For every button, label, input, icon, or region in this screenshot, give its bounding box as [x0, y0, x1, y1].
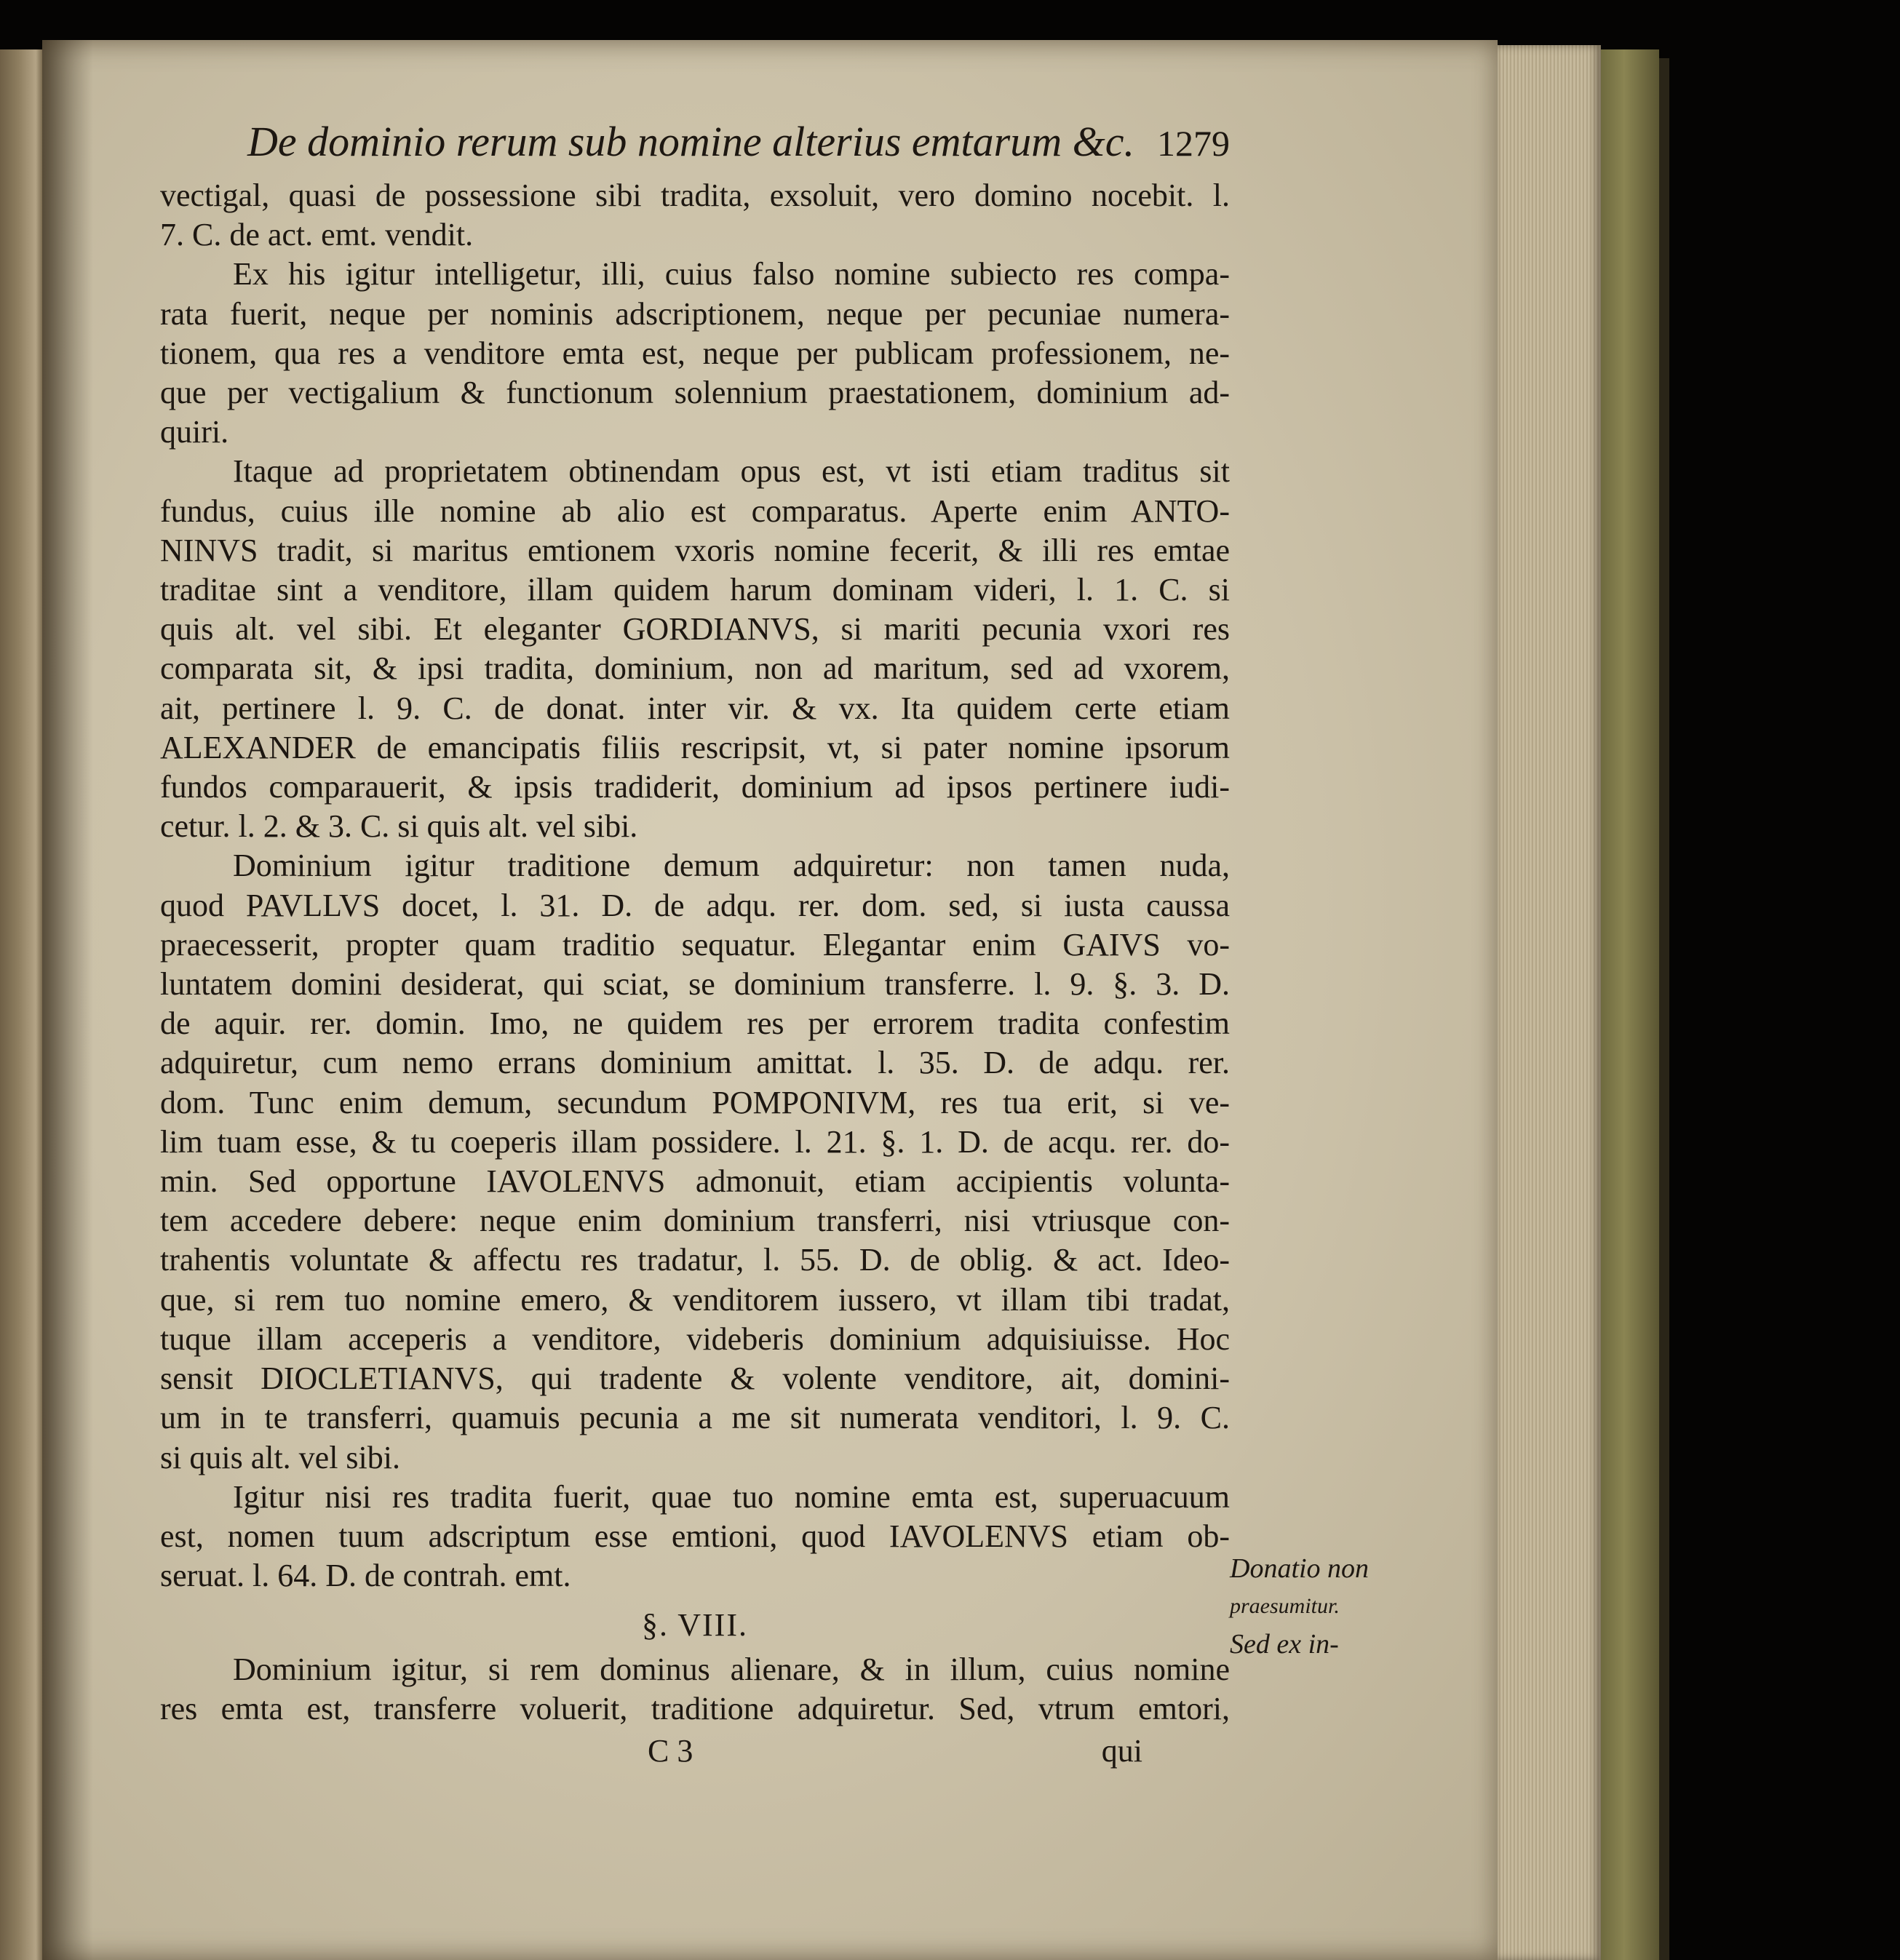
text-line: ALEXANDER de emancipatis filiis rescripsit, vt, si pater nomine ipsorum [160, 729, 1230, 765]
text-line: tuque illam acceperis a venditore, videberis dominium adquisiuisse. Hoc [160, 1320, 1230, 1357]
previous-page-edge [0, 49, 42, 1960]
text-line: luntatem domini desiderat, qui sciat, se dominium transferre. l. 9. §. 3. D. [160, 966, 1230, 1003]
text-line: que per vectigalium & functionum solennium praestationem, dominium ad- [160, 375, 1230, 411]
text-line: um in te transferri, quamuis pecunia a me sit numerata venditori, l. 9. C. [160, 1400, 1230, 1436]
text-line: seruat. l. 64. D. de contrah. emt. [160, 1558, 571, 1594]
text-line: rata fuerit, neque per nominis adscriptionem, neque per pecuniae numera- [160, 295, 1230, 332]
book-cover [1601, 49, 1659, 1960]
text-line: tem accedere debere: neque enim dominium transferri, nisi vtriusque con- [160, 1203, 1230, 1239]
text-line: tionem, qua res a venditore emta est, neque per publicam professionem, ne- [160, 335, 1230, 371]
marginal-note-line: Donatio non [1230, 1553, 1370, 1584]
text-line: quis alt. vel sibi. Et eleganter GORDIANVS, si mariti pecunia vxori res [160, 611, 1230, 648]
text-line: Igitur nisi res tradita fuerit, quae tuo nomine emta est, superuacuum [233, 1478, 1230, 1515]
text-line: de aquir. rer. domin. Imo, ne quidem res per errorem tradita confestim [160, 1005, 1230, 1042]
text-line: 7. C. de act. emt. vendit. [160, 217, 474, 253]
text-line: est, nomen tuum adscriptum esse emtioni, quod IAVOLENVS etiam ob- [160, 1518, 1230, 1554]
text-line: vectigal, quasi de possessione sibi tradita, exsoluit, vero domino nocebit. l. [160, 178, 1230, 213]
section-heading: §. VIII. [642, 1607, 748, 1644]
text-line: cetur. l. 2. & 3. C. si quis alt. vel sibi. [160, 808, 638, 845]
marginal-note-line: Sed ex in- [1230, 1629, 1339, 1660]
text-line: fundus, cuius ille nomine ab alio est comparatus. Aperte enim ANTO- [160, 493, 1230, 529]
page-block-edge [1498, 45, 1601, 1960]
text-line: Ex his igitur intelligetur, illi, cuius falso nomine subiecto res compa- [233, 256, 1230, 292]
text-line: ait, pertinere l. 9. C. de donat. inter vir. & vx. Ita quidem certe etiam [160, 690, 1230, 726]
page-text [160, 116, 1230, 1771]
text-line: adquiretur, cum nemo errans dominium amittat. l. 35. D. de adqu. rer. [160, 1045, 1230, 1081]
text-line: res emta est, transferre voluerit, traditione adquiretur. Sed, vtrum emtori, [160, 1690, 1230, 1726]
text-line: NINVS tradit, si maritus emtionem vxoris nomine fecerit, & illi res emtae [160, 532, 1230, 568]
text-line: quiri. [160, 414, 229, 450]
signature-mark: C 3 [648, 1732, 693, 1769]
running-head-title: De dominio rerum sub nomine alterius emtarum &c. [247, 118, 1134, 165]
text-line: si quis alt. vel sibi. [160, 1439, 400, 1475]
text-line: lim tuam esse, & tu coeperis illam possidere. l. 21. §. 1. D. de acqu. rer. do- [160, 1123, 1230, 1160]
text-line: traditae sint a venditore, illam quidem harum dominam videri, l. 1. C. si [160, 572, 1230, 608]
text-line: fundos comparauerit, & ipsis tradiderit, dominium ad ipsos pertinere iudi- [160, 769, 1230, 805]
text-line: comparata sit, & ipsi tradita, dominium, non ad maritum, sed ad vxorem, [160, 650, 1230, 687]
text-line: quod PAVLLVS docet, l. 31. D. de adqu. rer. dom. sed, si iusta caussa [160, 887, 1230, 923]
page-number: 1279 [1157, 123, 1230, 164]
text-line: dom. Tunc enim demum, secundum POMPONIVM, res tua erit, si ve- [160, 1084, 1230, 1120]
text-line: trahentis voluntate & affectu res tradatur, l. 55. D. de oblig. & act. Ideo- [160, 1242, 1230, 1278]
text-line: que, si rem tuo nomine emero, & venditorem iussero, vt illam tibi tradat, [160, 1281, 1230, 1318]
cover-edge [1659, 58, 1669, 1960]
text-line: Dominium igitur traditione demum adquiretur: non tamen nuda, [233, 848, 1230, 884]
running-head [160, 116, 1230, 169]
gutter-shadow [42, 40, 93, 1960]
catchword-line [160, 1732, 1230, 1771]
text-line: praecesserit, propter quam traditio sequatur. Elegantar enim GAIVS vo- [160, 926, 1230, 963]
text-line: sensit DIOCLETIANVS, qui tradente & volente venditore, ait, domini- [160, 1361, 1230, 1397]
catchword: qui [1101, 1732, 1142, 1769]
text-line: Dominium igitur, si rem dominus alienare, & in illum, cuius nomine [233, 1651, 1230, 1687]
text-line: min. Sed opportune IAVOLENVS admonuit, etiam accipientis volunta- [160, 1163, 1230, 1200]
marginal-note [1230, 1550, 1404, 1663]
marginal-note-line: praesumitur. [1230, 1594, 1340, 1618]
text-line: Itaque ad proprietatem obtinendam opus est, vt isti etiam traditus sit [233, 453, 1230, 490]
